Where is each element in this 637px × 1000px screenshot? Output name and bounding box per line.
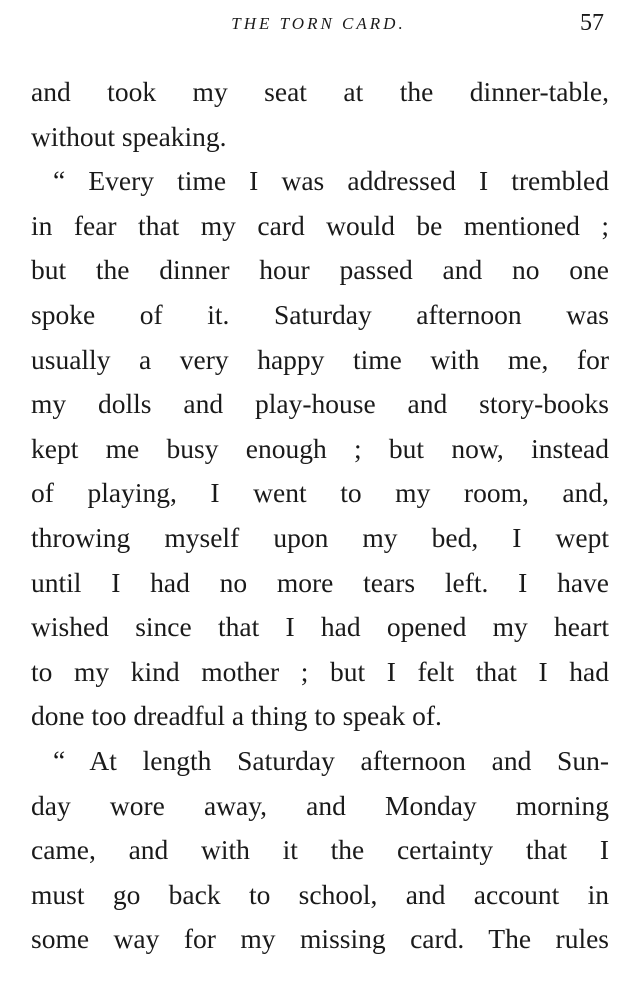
text-line: “ Every time I was addressed I trembled xyxy=(53,165,609,197)
text-line: and took my seat at the dinner-table, xyxy=(31,76,609,107)
page-number: 57 xyxy=(580,10,604,36)
paragraph-3 xyxy=(31,739,609,962)
text-line: “ At length Saturday afternoon and Sun- xyxy=(53,744,609,776)
text-line: must go back to school, and account in xyxy=(31,878,609,910)
text-line: day wore away, and Monday morning xyxy=(31,789,609,821)
text-line: until I had no more tears left. I have xyxy=(31,566,609,598)
paragraph-2 xyxy=(31,159,609,739)
text-line: but the dinner hour passed and no one xyxy=(31,254,609,286)
running-title: THE TORN CARD. xyxy=(231,14,406,33)
paragraph-1 xyxy=(31,70,609,159)
text-line: to my kind mother ; but I felt that I had xyxy=(31,655,609,687)
text-line: in fear that my card would be mentioned ; xyxy=(31,209,609,241)
text-line: without speaking. xyxy=(31,120,227,152)
text-line: kept me busy enough ; but now, instead xyxy=(31,432,609,464)
text-line: wished since that I had opened my heart xyxy=(31,611,609,643)
text-line: my dolls and play-house and story-books xyxy=(31,388,609,420)
running-head xyxy=(0,10,637,44)
text-line: throwing myself upon my bed, I wept xyxy=(31,521,609,553)
text-line: came, and with it the certainty that I xyxy=(31,834,609,866)
text-line: spoke of it. Saturday afternoon was xyxy=(31,298,609,330)
text-line: of playing, I went to my room, and, xyxy=(31,477,609,509)
text-line: some way for my missing card. The rules xyxy=(31,923,609,955)
text-line: done too dreadful a thing to speak of. xyxy=(31,700,442,732)
body-text xyxy=(31,70,609,962)
text-line: usually a very happy time with me, for xyxy=(31,343,609,375)
